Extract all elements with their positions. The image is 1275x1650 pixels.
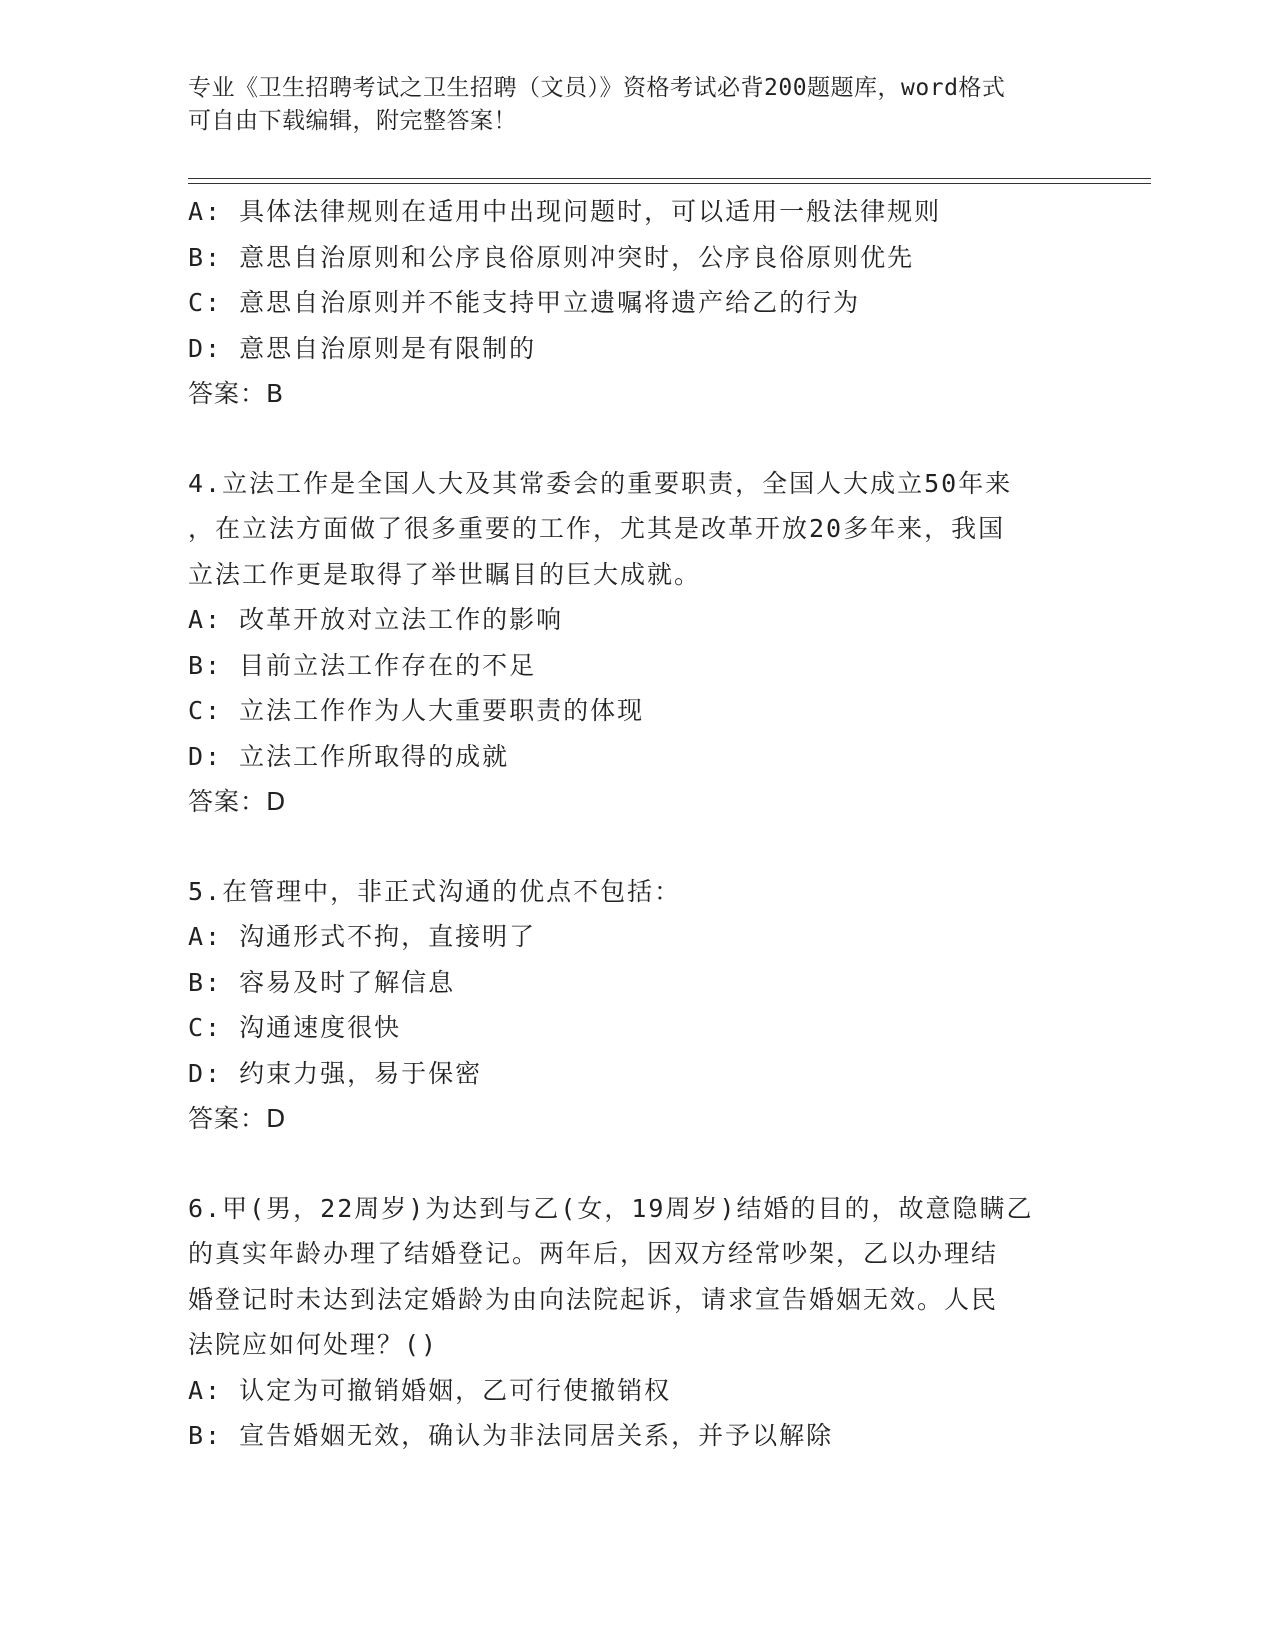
question-text-line-3: 立法工作更是取得了举世瞩目的巨大成就。 [188, 559, 702, 589]
option-c: C: 意思自治原则并不能支持甲立遗嘱将遗产给乙的行为 [188, 288, 861, 317]
answer-line: 答案：D [188, 1104, 287, 1133]
question-text-line-1: 5.在管理中，非正式沟通的优点不包括： [188, 876, 682, 906]
option-d: D: 约束力强，易于保密 [188, 1058, 483, 1088]
question-spacer [188, 1142, 1088, 1186]
option-b: B: 宣告婚姻无效，确认为非法同居关系，并予以解除 [188, 1421, 834, 1450]
option-b: B: 目前立法工作存在的不足 [188, 650, 537, 680]
question-5 [188, 869, 1088, 1142]
option-c: C: 立法工作作为人大重要职责的体现 [188, 696, 645, 725]
option-a: A: 改革开放对立法工作的影响 [188, 605, 564, 634]
question-text-line-1: 4.立法工作是全国人大及其常委会的重要职责，全国人大成立50年来 [188, 468, 1013, 498]
option-a: A: 认定为可撤销婚姻，乙可行使撤销权 [188, 1375, 672, 1405]
option-d: D: 立法工作所取得的成就 [188, 741, 510, 771]
question-text-line-3: 婚登记时未达到法定婚龄为由向法院起诉，请求宣告婚姻无效。人民 [188, 1284, 999, 1314]
question-4 [188, 461, 1088, 825]
option-b: B: 意思自治原则和公序良俗原则冲突时，公序良俗原则优先 [188, 242, 915, 272]
option-b: B: 容易及时了解信息 [188, 967, 456, 997]
option-a: A: 沟通形式不拘，直接明了 [188, 922, 537, 951]
header-line-1: 专业《卫生招聘考试之卫生招聘（文员）》资格考试必背200题题库，word格式 [188, 75, 1006, 101]
question-3 [188, 189, 1088, 417]
option-a: A: 具体法律规则在适用中出现问题时，可以适用一般法律规则 [188, 197, 942, 226]
question-text-line-1: 6.甲(男，22周岁)为达到与乙(女，19周岁)结婚的目的，故意隐瞒乙 [188, 1193, 1034, 1223]
document-header [188, 72, 1088, 138]
question-text-line-2: 的真实年龄办理了结婚登记。两年后，因双方经常吵架，乙以办理结 [188, 1239, 999, 1268]
header-divider-top [188, 178, 1151, 179]
question-list [188, 189, 1088, 1459]
question-text-line-2: ，在立法方面做了很多重要的工作，尤其是改革开放20多年来，我国 [188, 514, 1006, 543]
answer-line: 答案：B [188, 379, 285, 408]
option-c: C: 沟通速度很快 [188, 1013, 402, 1042]
question-text-line-4: 法院应如何处理？() [188, 1330, 439, 1359]
question-6 [188, 1186, 1088, 1459]
header-line-2: 可自由下载编辑，附完整答案！ [188, 108, 517, 134]
answer-line: 答案：D [188, 787, 287, 816]
header-divider-bottom [188, 183, 1151, 184]
option-d: D: 意思自治原则是有限制的 [188, 333, 537, 363]
question-spacer [188, 825, 1088, 869]
question-spacer [188, 417, 1088, 461]
